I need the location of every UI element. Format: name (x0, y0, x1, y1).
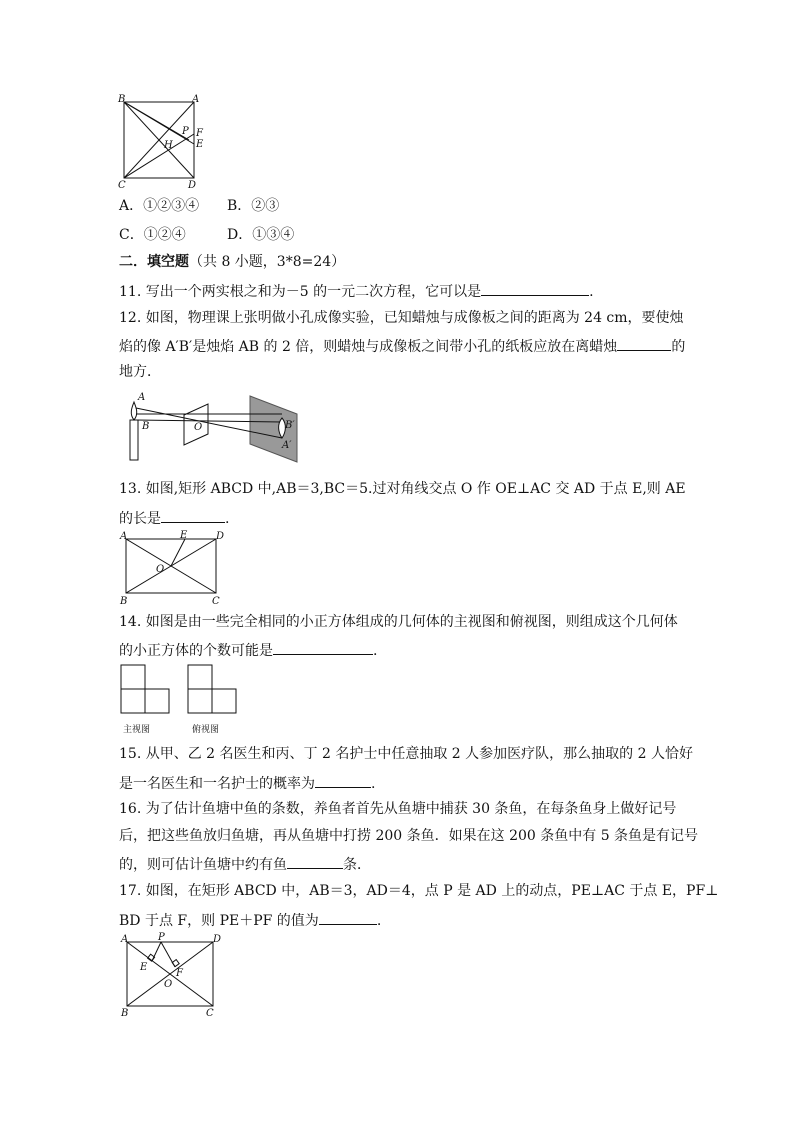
label-D: D (188, 180, 197, 191)
label-H: H (164, 140, 173, 151)
q12-line1: 12. 如图，物理课上张明做小孔成像实验，已知蜡烛与成像板之间的距离为 24 cm，要使烛 (119, 310, 684, 326)
option-b: B．②③ (227, 198, 280, 214)
square-figure (116, 92, 216, 192)
q17-line2 (119, 910, 381, 930)
label-O: O (156, 564, 165, 575)
q12-text2: 焰的像 A′B′是烛焰 AB 的 2 倍，则蜡烛与成像板之间带小孔的纸板应放在离蜡烛 (119, 339, 618, 355)
label-F: F (196, 128, 203, 139)
label-C: C (118, 180, 126, 191)
label-D: D (213, 934, 222, 945)
rectangle-figure-13 (118, 530, 230, 606)
q12-end: 的 (671, 339, 686, 355)
q13-text2: 的长是 (119, 511, 161, 527)
q16-line3 (119, 854, 371, 874)
front-view (121, 665, 169, 713)
q12-line3: 地方． (119, 364, 161, 380)
label-C: C (212, 596, 220, 606)
flame-icon (131, 402, 136, 420)
question-11 (119, 281, 594, 301)
q13-line1: 13. 如图,矩形 ABCD 中,AB＝3,BC＝5.过对角线交点 O 作 OE⊥AC 交 AD 于点 E,则 AE (119, 481, 686, 497)
q16-line2: 后，把这些鱼放归鱼塘，再从鱼塘中打捞 200 条鱼．如果在这 200 条鱼中有 5 条鱼是有记号 (119, 828, 699, 844)
top-view (188, 665, 236, 713)
q15-blank (315, 773, 371, 788)
label-A-prime: A′ (282, 440, 292, 451)
views-figure (118, 662, 248, 738)
label-E: E (196, 139, 204, 150)
q11-blank (481, 281, 589, 296)
q16-line1: 16. 为了估计鱼塘中鱼的条数，养鱼者首先从鱼塘中捕获 30 条鱼，在每条鱼身上做好记号 (119, 801, 677, 817)
label-P: P (182, 126, 189, 137)
label-B: B (120, 596, 128, 606)
section-title: 二．填空题 (119, 254, 189, 270)
q12-line2 (119, 336, 685, 356)
q11-text: 11. 写出一个两实根之和为－5 的一元二次方程，它可以是 (119, 284, 482, 300)
q14-end: . (373, 643, 378, 659)
label-D: D (216, 531, 225, 542)
q13-blank (161, 508, 225, 523)
label-A: A (121, 934, 129, 945)
option-a: A．①②③④ (119, 198, 200, 214)
rectangle-figure-17 (118, 932, 224, 1018)
q17-line1: 17. 如图，在矩形 ABCD 中，AB＝3，AD＝4，点 P 是 AD 上的动点，PE⊥AC 于点 E，PF⊥ (119, 883, 719, 899)
q16-blank (287, 854, 343, 869)
label-B: B (142, 421, 150, 432)
q17-end: . (376, 913, 382, 929)
q14-text2: 的小正方体的个数可能是 (119, 643, 273, 659)
label-A: A (138, 392, 146, 403)
q17-blank (319, 910, 377, 925)
option-d: D．①③④ (227, 227, 295, 243)
label-E: E (140, 962, 148, 973)
q13-line2 (119, 508, 229, 528)
label-P: P (158, 932, 165, 943)
q14-line2 (119, 640, 377, 660)
section-note: （共 8 小题，3*8=24） (189, 254, 346, 270)
q14-line1: 14. 如图是由一些完全相同的小正方体组成的几何体的主视图和俯视图，则组成这个几何体 (119, 614, 678, 630)
q11-end: . (589, 284, 594, 300)
q16-end: 条． (343, 857, 371, 873)
label-F: F (176, 968, 183, 979)
label-A: A (120, 531, 128, 542)
q12-blank (617, 336, 671, 351)
label-E: E (180, 530, 188, 541)
front-view-caption: 主视图 (123, 725, 151, 735)
label-A: A (192, 94, 200, 105)
q15-end: . (371, 776, 376, 792)
label-O: O (164, 979, 173, 990)
top-view-caption: 俯视图 (192, 725, 220, 735)
option-c: C．①②④ (119, 227, 186, 243)
section-heading (119, 253, 345, 271)
q15-text2: 是一名医生和一名护士的概率为 (119, 776, 315, 792)
label-C: C (206, 1008, 214, 1018)
candle (130, 420, 138, 460)
q17-text2: BD 于点 F，则 PE＋PF 的值为 (119, 913, 319, 929)
q16-text3: 的，则可估计鱼塘中约有鱼 (119, 857, 287, 873)
segment-bp (124, 102, 189, 140)
label-B: B (118, 94, 126, 105)
q13-end: . (225, 511, 230, 527)
pinhole-figure (122, 390, 307, 470)
q15-line1: 15. 从甲、乙 2 名医生和丙、丁 2 名护士中任意抽取 2 人参加医疗队，那么抽取的 2 人恰好 (119, 746, 693, 762)
label-O: O (194, 422, 203, 433)
q14-blank (273, 640, 373, 655)
q15-line2 (119, 773, 375, 793)
label-B-prime: B′ (285, 420, 295, 431)
label-B: B (121, 1008, 129, 1018)
